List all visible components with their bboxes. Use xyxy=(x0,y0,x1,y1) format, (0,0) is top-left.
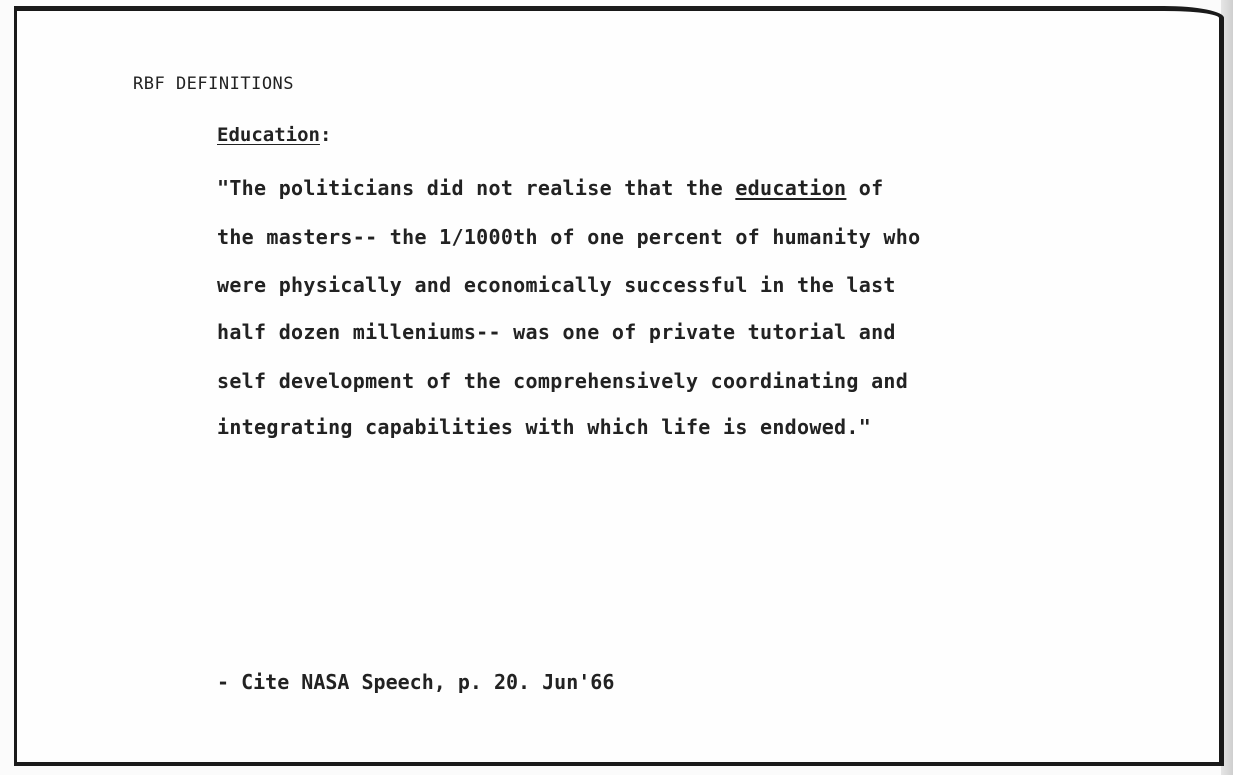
quote-line xyxy=(217,176,883,200)
definition-term xyxy=(217,124,331,146)
quote-text: self development of the comprehensively coordinating and xyxy=(217,369,909,393)
card-header: RBF DEFINITIONS xyxy=(133,74,295,94)
quote-line xyxy=(217,415,871,439)
quote-line xyxy=(217,369,908,393)
quote-text: half dozen milleniums-- was one of private tutorial and xyxy=(217,320,896,344)
quote-line xyxy=(217,273,896,297)
quote-text: "The politicians did not realise that the xyxy=(217,176,736,200)
quote-text: were physically and economically successful in the last xyxy=(217,273,896,297)
quote-text: the masters-- the 1/1000th of one percent of humanity who xyxy=(217,225,921,249)
quote-text: integrating capabilities with which life is endowed." xyxy=(217,415,872,439)
term-colon: : xyxy=(319,124,332,146)
quote-underlined-word: education xyxy=(735,176,847,200)
quote-line xyxy=(217,225,920,249)
quote-line xyxy=(217,320,896,344)
citation: - Cite NASA Speech, p. 20. Jun'66 xyxy=(217,670,615,694)
term-label: Education xyxy=(217,124,320,146)
quote-text: of xyxy=(846,176,884,200)
